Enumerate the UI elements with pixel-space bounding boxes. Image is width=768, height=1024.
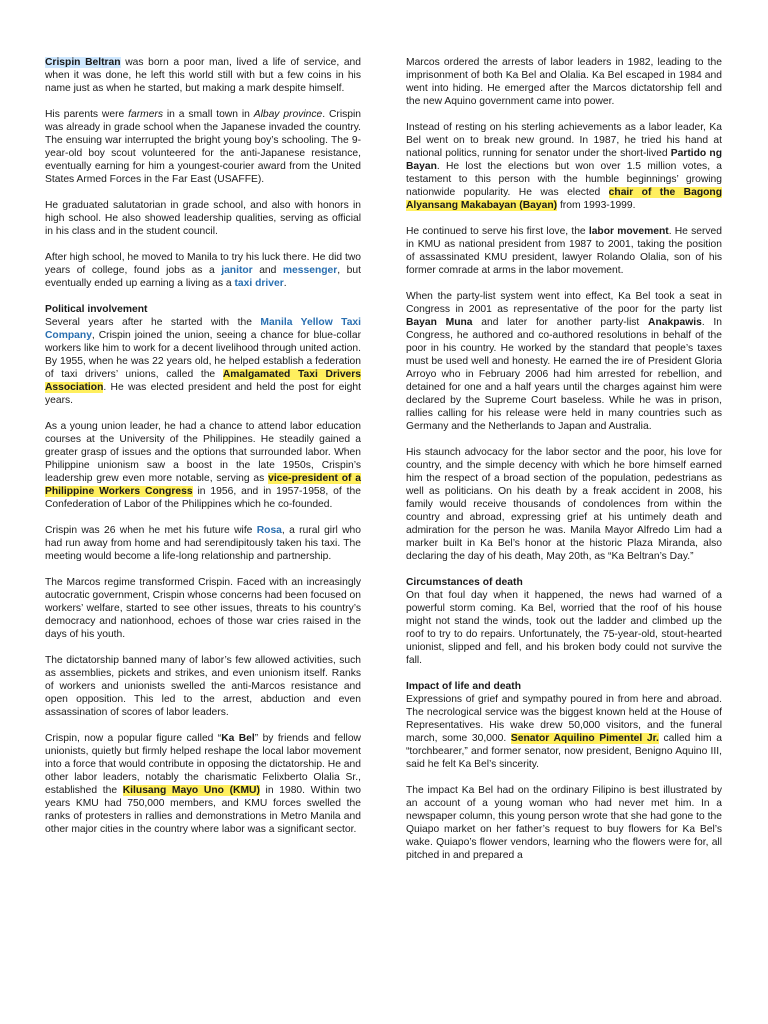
paragraph: Crispin Beltran was born a poor man, lived a life of service, and when it was done, he left this world still with but a few coins in his name just as when he started, but making a mark despite himself. <box>45 57 361 94</box>
link-janitor[interactable]: janitor <box>221 265 253 276</box>
paragraph: His parents were farmers in a small town in Albay province. Crispin was already in grade school when the Japanese invaded the country. The ensuing war interrupted the bright young boy’s schooling. The 9-year-old boy scout volunteered for the anti-Japanese resistance, eventually earning for him a youngest-courier award from the United States Armed Forces in the Far East (USAFFE). <box>45 109 362 185</box>
paragraph: Several years after he started with the Manila Yellow Taxi Company, Crispin joined the union, seeing a chance for blue-collar workers like him to work for a decent livelihood through united action. By 1955, when he was 22 years old, he helped establish a federation of taxi drivers’ unions, called the Amalgamated Taxi Drivers Association. He was elected president and held the post for eight years. <box>45 317 362 406</box>
highlight-name: Crispin Beltran <box>45 57 121 68</box>
highlight: Kilusang Mayo Uno (KMU) <box>122 785 260 796</box>
link-messenger[interactable]: messenger <box>282 265 338 276</box>
paragraph: He continued to serve his first love, the labor movement. He served in KMU as national president from 1987 to 2001, taking the position of assassinated KMU president, lawyer Rolando Olalia, son of his former comrade at arms in the labor movement. <box>406 226 722 276</box>
highlight: chair of the Bagong Alyansang Makabayan (Bayan) <box>406 187 722 211</box>
highlight: Senator Aquilino Pimentel Jr. <box>510 733 659 744</box>
paragraph: The Marcos regime transformed Crispin. Faced with an increasingly autocratic government, Crispin whose concerns had been focused on workers’ welfare, started to see other issues, threats to his country’s democracy and nationhood, echoes of those war cries raised in the days of his youth. <box>45 577 361 640</box>
paragraph: Instead of resting on his sterling achievements as a labor leader, Ka Bel went on to break new ground. In 1987, he tried his hand at national politics, running for senator under the short-lived Partido ng Bayan. He lost the elections but won over 1.5 million votes, a testament to this person with the humble beginnings’ growing nationwide popularity. He was elected chair of the Bagong Alyansang Makabayan (Bayan) from 1993-1999. <box>406 122 722 211</box>
paragraph: When the party-list system went into effect, Ka Bel took a seat in Congress in 2001 as representative of the poor for the party list Bayan Muna and later for another party-list Anakpawis. In Congress, he authored and co-authored resolutions in behalf of the poor in his country. He worked by the standard that people’s taxes must be used well and honesty. He earned the ire of President Gloria Arroyo who in February 2006 had him arrested for rebellion, and detained for one and a half years until the charges against him were declared by the Supreme Court baseless. While he was in prison, rallies calling for his release were held in many countries such as Germany and the Netherlands to Japan and Australia. <box>406 291 722 432</box>
section-heading: Political involvement <box>45 304 148 315</box>
paragraph: On that foul day when it happened, the news had warned of a powerful storm coming. Ka Bel, worried that the roof of his house might not stand the winds, took out the ladder and climbed up the roof to try to do repairs. Unfortunately, the 75-year-old, stout-hearted unionist, slipped and fell, and his broken body could not survive the fall. <box>406 590 722 666</box>
section-heading: Circumstances of death <box>406 577 523 588</box>
paragraph: As a young union leader, he had a chance to attend labor education courses at the University of the Philippines. He steadily gained a greater grasp of issues and the options that surrounded labor. When Philippine unionism saw a boost in the late 1950s, Crispin’s leadership grew even more notable, serving as vice-president of a Philippine Workers Congress in 1956, and in 1957-1958, of the Confederation of Labor of the Philippines which he co-founded. <box>45 421 362 510</box>
highlight: Amalgamated Taxi Drivers Association <box>45 369 362 393</box>
highlight: vice-president of a Philippine Workers Congress <box>45 473 362 497</box>
link-taxi-driver[interactable]: taxi driver <box>234 278 284 289</box>
paragraph: Crispin was 26 when he met his future wife Rosa, a rural girl who had run away from home and had serendipitously taken his taxi. The meeting would become a life-long relationship and partnership. <box>45 525 362 562</box>
paragraph: His staunch advocacy for the labor sector and the poor, his love for country, and the simple decency with which he bore himself earned him the respect of a broad section of the population, pedestrians as well as politicians. On his death by a freak accident in 2008, his family would receive thousands of condolences from within the country and abroad, expressing grief at his untimely death and admiration for the person he was. Manila Mayor Alfredo Lim had a marker built in Ka Bel’s honor at the historic Plaza Miranda, also declaring the day of his death, May 20th, as “Ka Beltran’s Day.” <box>406 447 722 562</box>
link-manila-yellow-taxi[interactable]: Manila Yellow Taxi Company <box>45 317 362 341</box>
paragraph: After high school, he moved to Manila to try his luck there. He did two years of college, found jobs as a janitor and messenger, but eventually ended up earning a living as a taxi driver. <box>45 252 361 289</box>
paragraph: Marcos ordered the arrests of labor leaders in 1982, leading to the imprisonment of both Ka Bel and Olalia. Ka Bel escaped in 1984 and went into hiding. He emerged after the Marcos dictatorship fell and the new Aquino government came into power. <box>406 57 722 107</box>
paragraph: The dictatorship banned many of labor’s few allowed activities, such as assemblies, pickets and strikes, and even unionism itself. Ranks of workers and unionists swelled the anti-Marcos resistance and open opposition. This led to the arrest, abduction and even assassination of scores of labor leaders. <box>45 655 361 718</box>
paragraph: The impact Ka Bel had on the ordinary Filipino is best illustrated by an account of a young woman who had never met him. In a newspaper column, this young person wrote that she had gone to the Quiapo market on her father’s request to buy flowers for Ka Bel’s wake. Quiapo’s flower vendors, learning who the flowers were for, all pitched in and prepared a <box>406 785 722 861</box>
paragraph: Expressions of grief and sympathy poured in from here and abroad. The necrological service was the biggest known held at the House of Representatives. His wake drew 50,000 visitors, and the funeral march, some 30,000. Senator Aquilino Pimentel Jr. called him a “torchbearer,” and former senator, now president, Benigno Aquino III, said he felt Ka Bel’s sincerity. <box>406 694 722 770</box>
paragraph: He graduated salutatorian in grade school, and also with honors in high school. He also showed leadership qualities, serving as official in his class and in the student council. <box>45 200 361 237</box>
paragraph: Crispin, now a popular figure called “Ka Bel” by friends and fellow unionists, quietly but firmly helped reshape the local labor movement into a force that would contribute in opposing the dictatorship. He and other labor leaders, notably the charismatic Felixberto Olalia Sr., established the Kilusang Mayo Uno (KMU) in 1980. Within two years KMU had 750,000 members, and KMU forces swelled the ranks of protesters in rallies and demonstrations in Metro Manila and other major cities in the country where labor was a significant sector. <box>45 733 361 835</box>
left-column <box>45 56 361 849</box>
link-rosa[interactable]: Rosa <box>256 525 282 536</box>
section-heading: Impact of life and death <box>406 681 521 692</box>
right-column <box>406 56 722 875</box>
